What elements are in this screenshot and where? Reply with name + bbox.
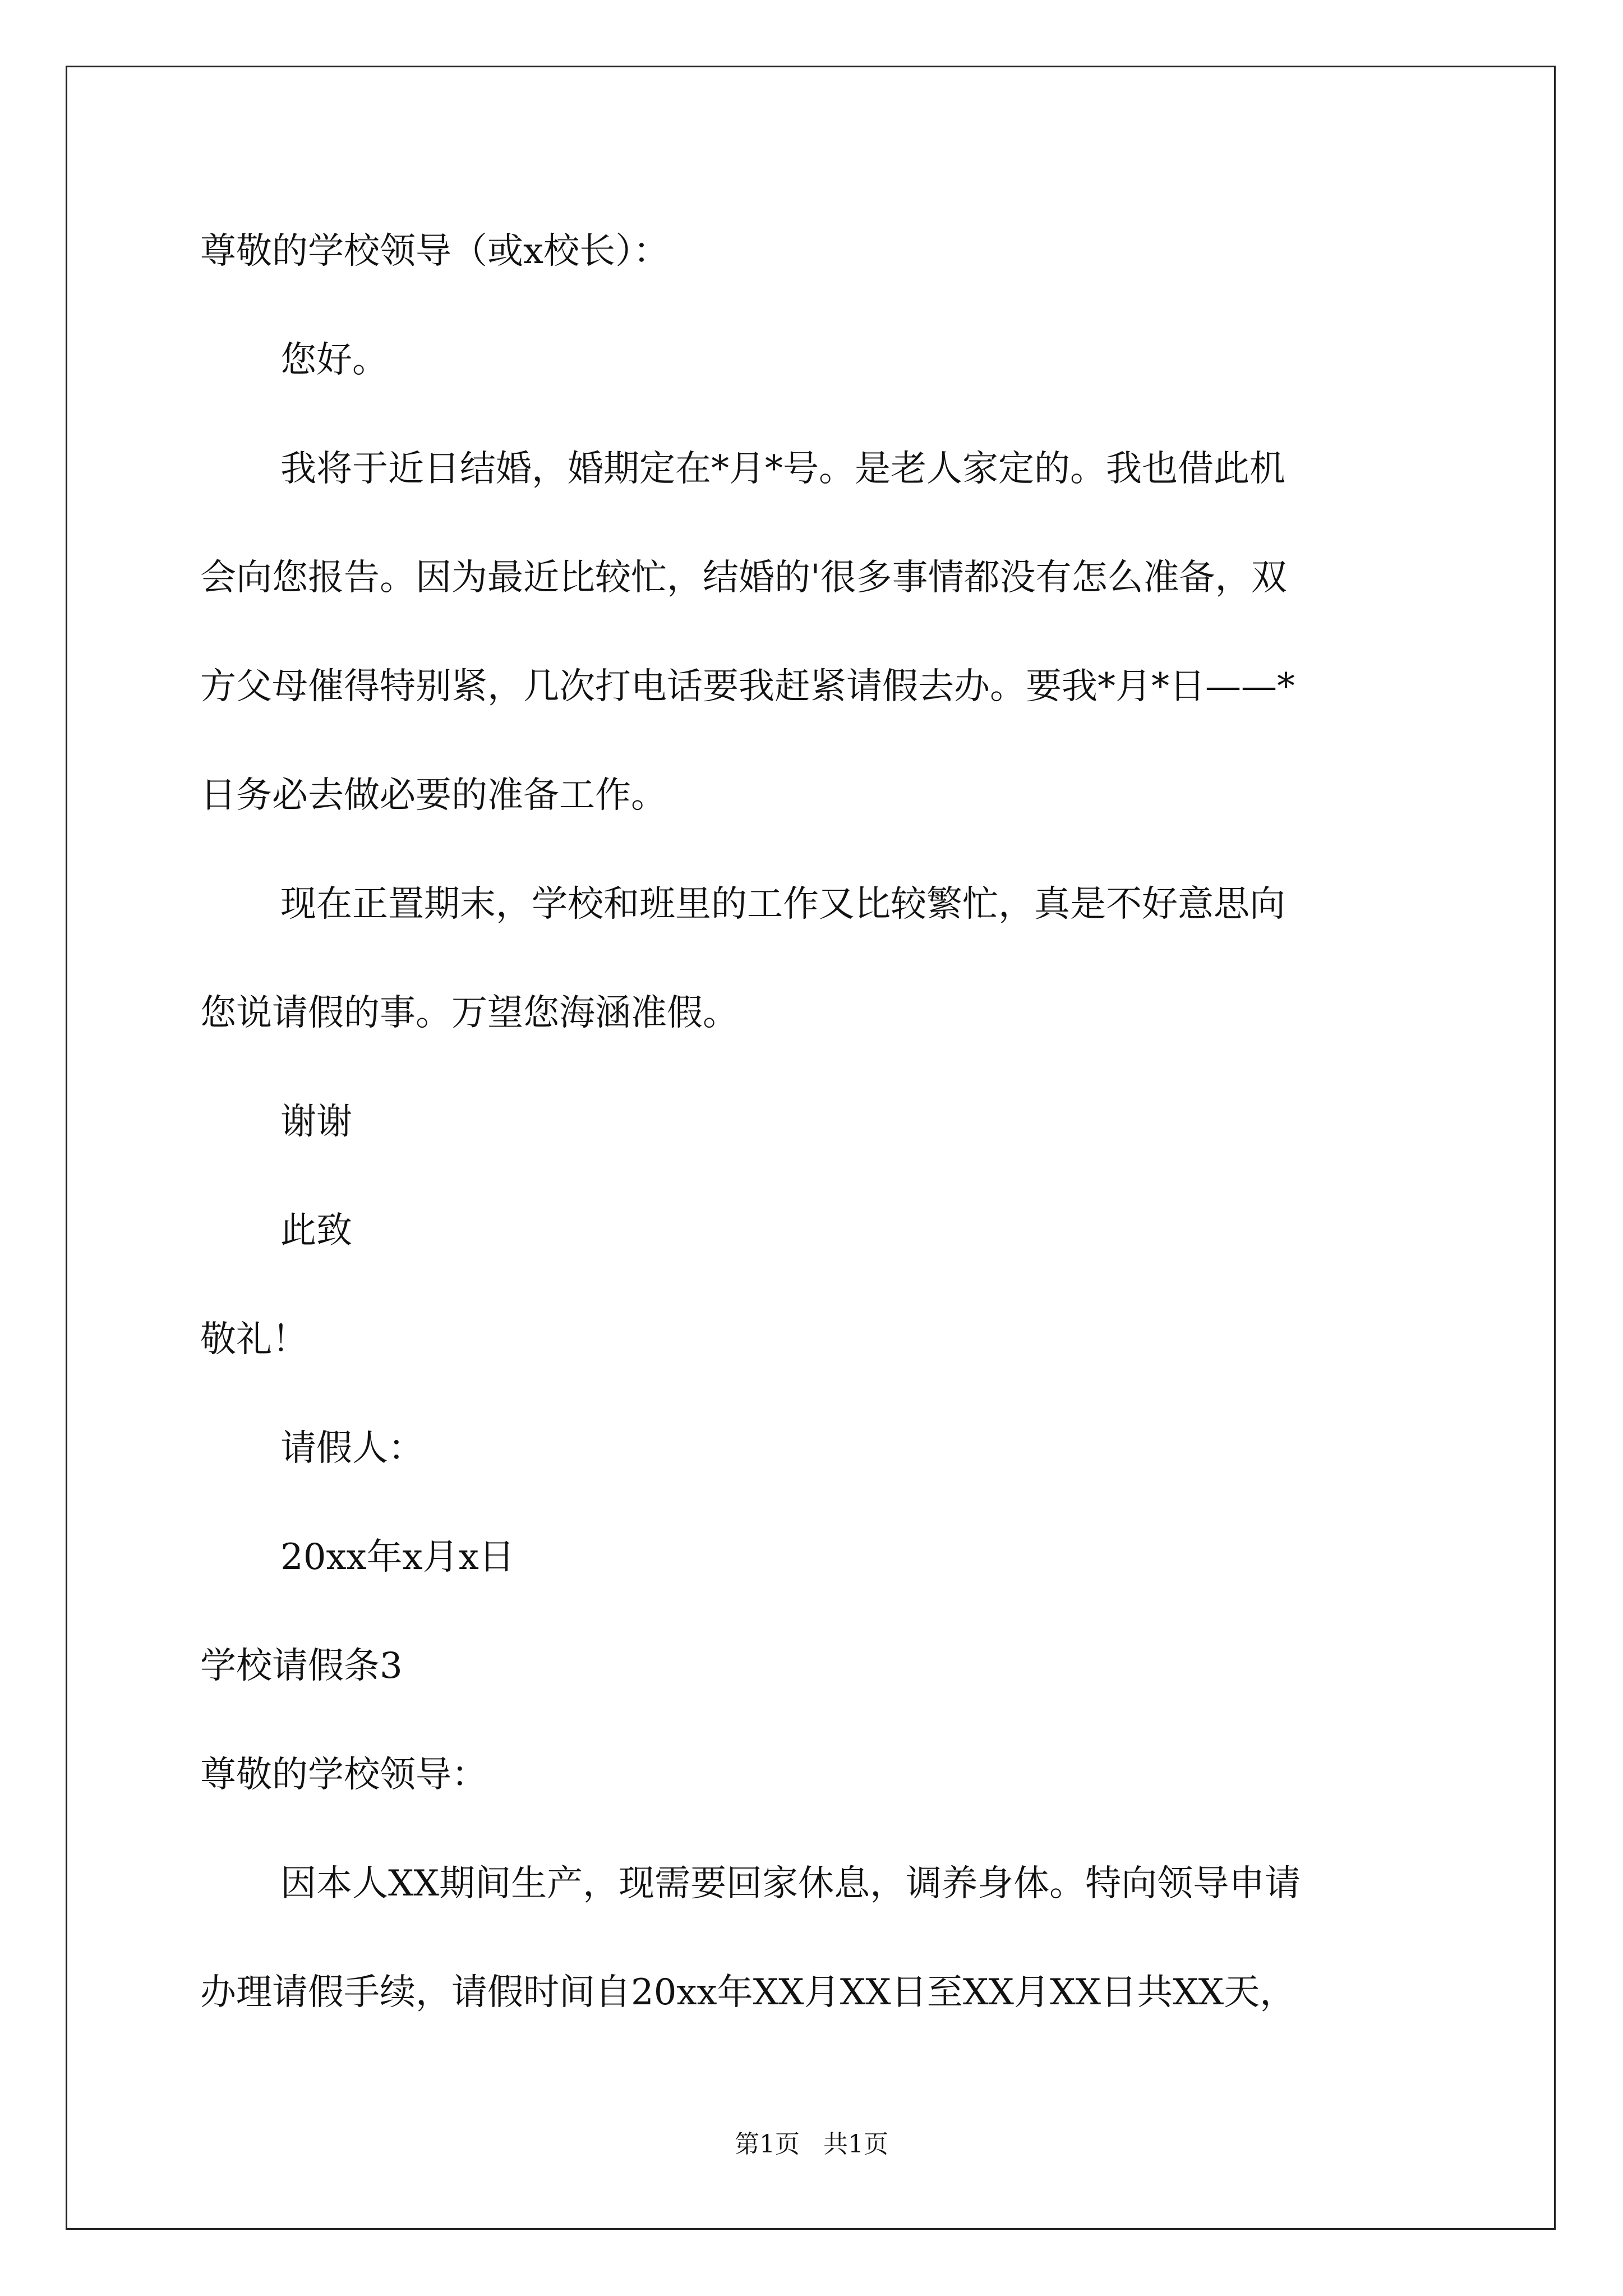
salutation-line: 尊敬的学校领导： <box>200 1754 487 1796</box>
page-footer: 第1页 共1页 <box>735 2130 888 2159</box>
greeting-line: 您好。 <box>280 339 388 381</box>
regards-line: 敬礼！ <box>200 1319 308 1360</box>
paragraph-line: 办理请假手续，请假时间自20xx年XX月XX日至XX月XX日共XX天， <box>200 1972 1296 2013</box>
applicant-line: 请假人： <box>280 1428 424 1469</box>
paragraph-line: 会向您报告。因为最近比较忙，结婚的'很多事情都没有怎么准备，双 <box>200 557 1287 599</box>
salutation-line: 尊敬的学校领导（或x校长）： <box>200 231 670 272</box>
section-title: 学校请假条3 <box>200 1645 403 1687</box>
paragraph-line: 我将于近日结婚，婚期定在*月*号。是老人家定的。我也借此机 <box>280 448 1285 490</box>
paragraph-line: 方父母催得特别紧，几次打电话要我赶紧请假去办。要我*月*日——* <box>200 666 1295 707</box>
date-line: 20xx年x月x日 <box>280 1536 515 1578</box>
paragraph-line: 因本人XX期间生产，现需要回家休息，调养身体。特向领导申请 <box>280 1863 1301 1904</box>
paragraph-line: 现在正置期末，学校和班里的工作又比较繁忙，真是不好意思向 <box>280 884 1285 925</box>
paragraph-line: 日务必去做必要的准备工作。 <box>200 775 667 816</box>
thanks-line: 谢谢 <box>280 1101 352 1143</box>
paragraph-line: 您说请假的事。万望您海涵准假。 <box>200 992 739 1034</box>
closing-line: 此致 <box>280 1210 352 1251</box>
